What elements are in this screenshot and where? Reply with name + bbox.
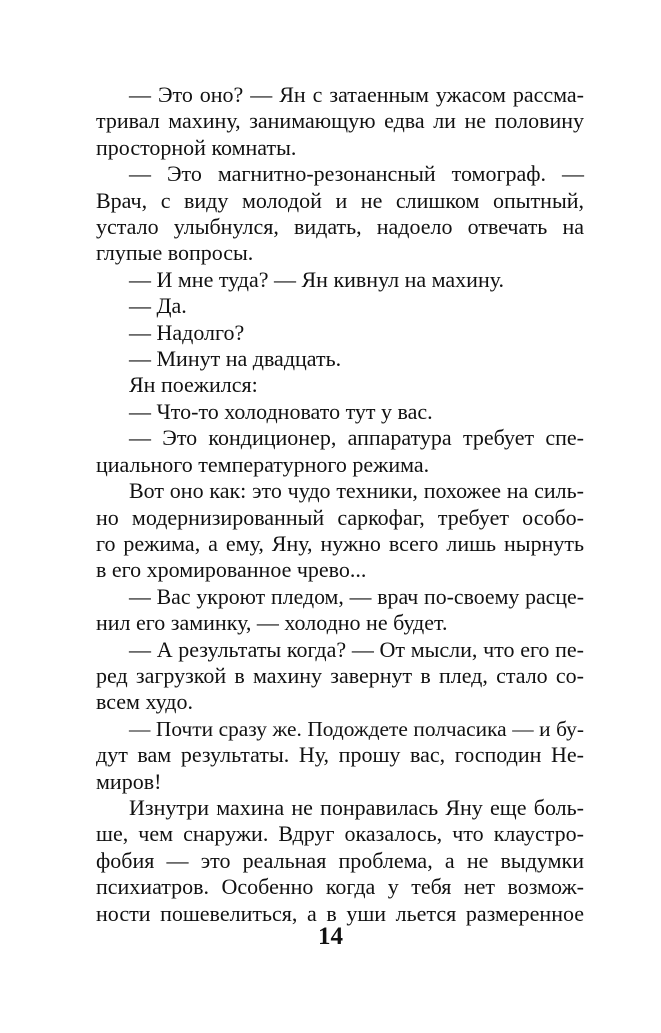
text-line: просторной комнаты. <box>96 134 297 160</box>
text-line: глупые вопросы. <box>96 240 254 266</box>
page-text <box>96 82 584 927</box>
text-line: Врач, с виду молодой и не слишком опытный, <box>96 187 584 213</box>
text-line: — Это магнитно-резонансный томограф. — <box>129 161 584 187</box>
text-line: циального температурного режима. <box>96 451 430 477</box>
text-line: — А результаты когда? — От мысли, что его пе- <box>129 636 584 662</box>
text-line: фобия — это реальная проблема, а не выдумки <box>96 847 584 873</box>
text-line: — Да. <box>129 293 187 319</box>
text-line: тривал махину, занимающую едва ли не половину <box>96 108 584 134</box>
text-line: — Вас укроют пледом, — врач по-своему расце- <box>129 584 584 609</box>
text-line: — Надолго? <box>129 319 245 345</box>
text-line: психиатров. Особенно когда у тебя нет возмож- <box>96 874 584 900</box>
text-line: устало улыбнулся, видать, надоело отвечать на <box>96 214 584 240</box>
text-line: — Почти сразу же. Подождете полчасика — и бу- <box>129 716 584 741</box>
text-line: всем худо. <box>96 689 193 715</box>
page-number: 14 <box>318 923 343 950</box>
text-line: ности пошевелиться, а в уши льется размеренное <box>96 900 584 926</box>
text-line: но модернизированный саркофаг, требует особо- <box>96 504 584 530</box>
text-line: Ян поежился: <box>129 372 258 398</box>
text-line: в его хромированное чрево... <box>96 557 367 583</box>
text-line: — Это оно? — Ян с затаенным ужасом рассма- <box>129 82 584 107</box>
text-line: ред загрузкой в махину завернут в плед, стало со- <box>96 662 584 688</box>
text-line: миров! <box>96 768 162 794</box>
text-line: Вот оно как: это чудо техники, похожее на силь- <box>129 478 584 504</box>
text-line: ше, чем снаружи. Вдруг оказалось, что клаустро- <box>96 821 584 847</box>
text-line: нил его заминку, — холодно не будет. <box>96 610 448 636</box>
text-line: — И мне туда? — Ян кивнул на махину. <box>129 266 505 292</box>
text-line: Изнутри махина не понравилась Яну еще боль- <box>129 794 584 820</box>
text-line: — Что-то холодновато тут у вас. <box>129 398 433 424</box>
text-line: — Это кондиционер, аппаратура требует спе- <box>129 425 584 451</box>
text-line: дут вам результаты. Ну, прошу вас, господин Не- <box>96 742 584 768</box>
text-line: — Минут на двадцать. <box>129 346 342 372</box>
text-line: го режима, а ему, Яну, нужно всего лишь нырнуть <box>96 530 584 556</box>
